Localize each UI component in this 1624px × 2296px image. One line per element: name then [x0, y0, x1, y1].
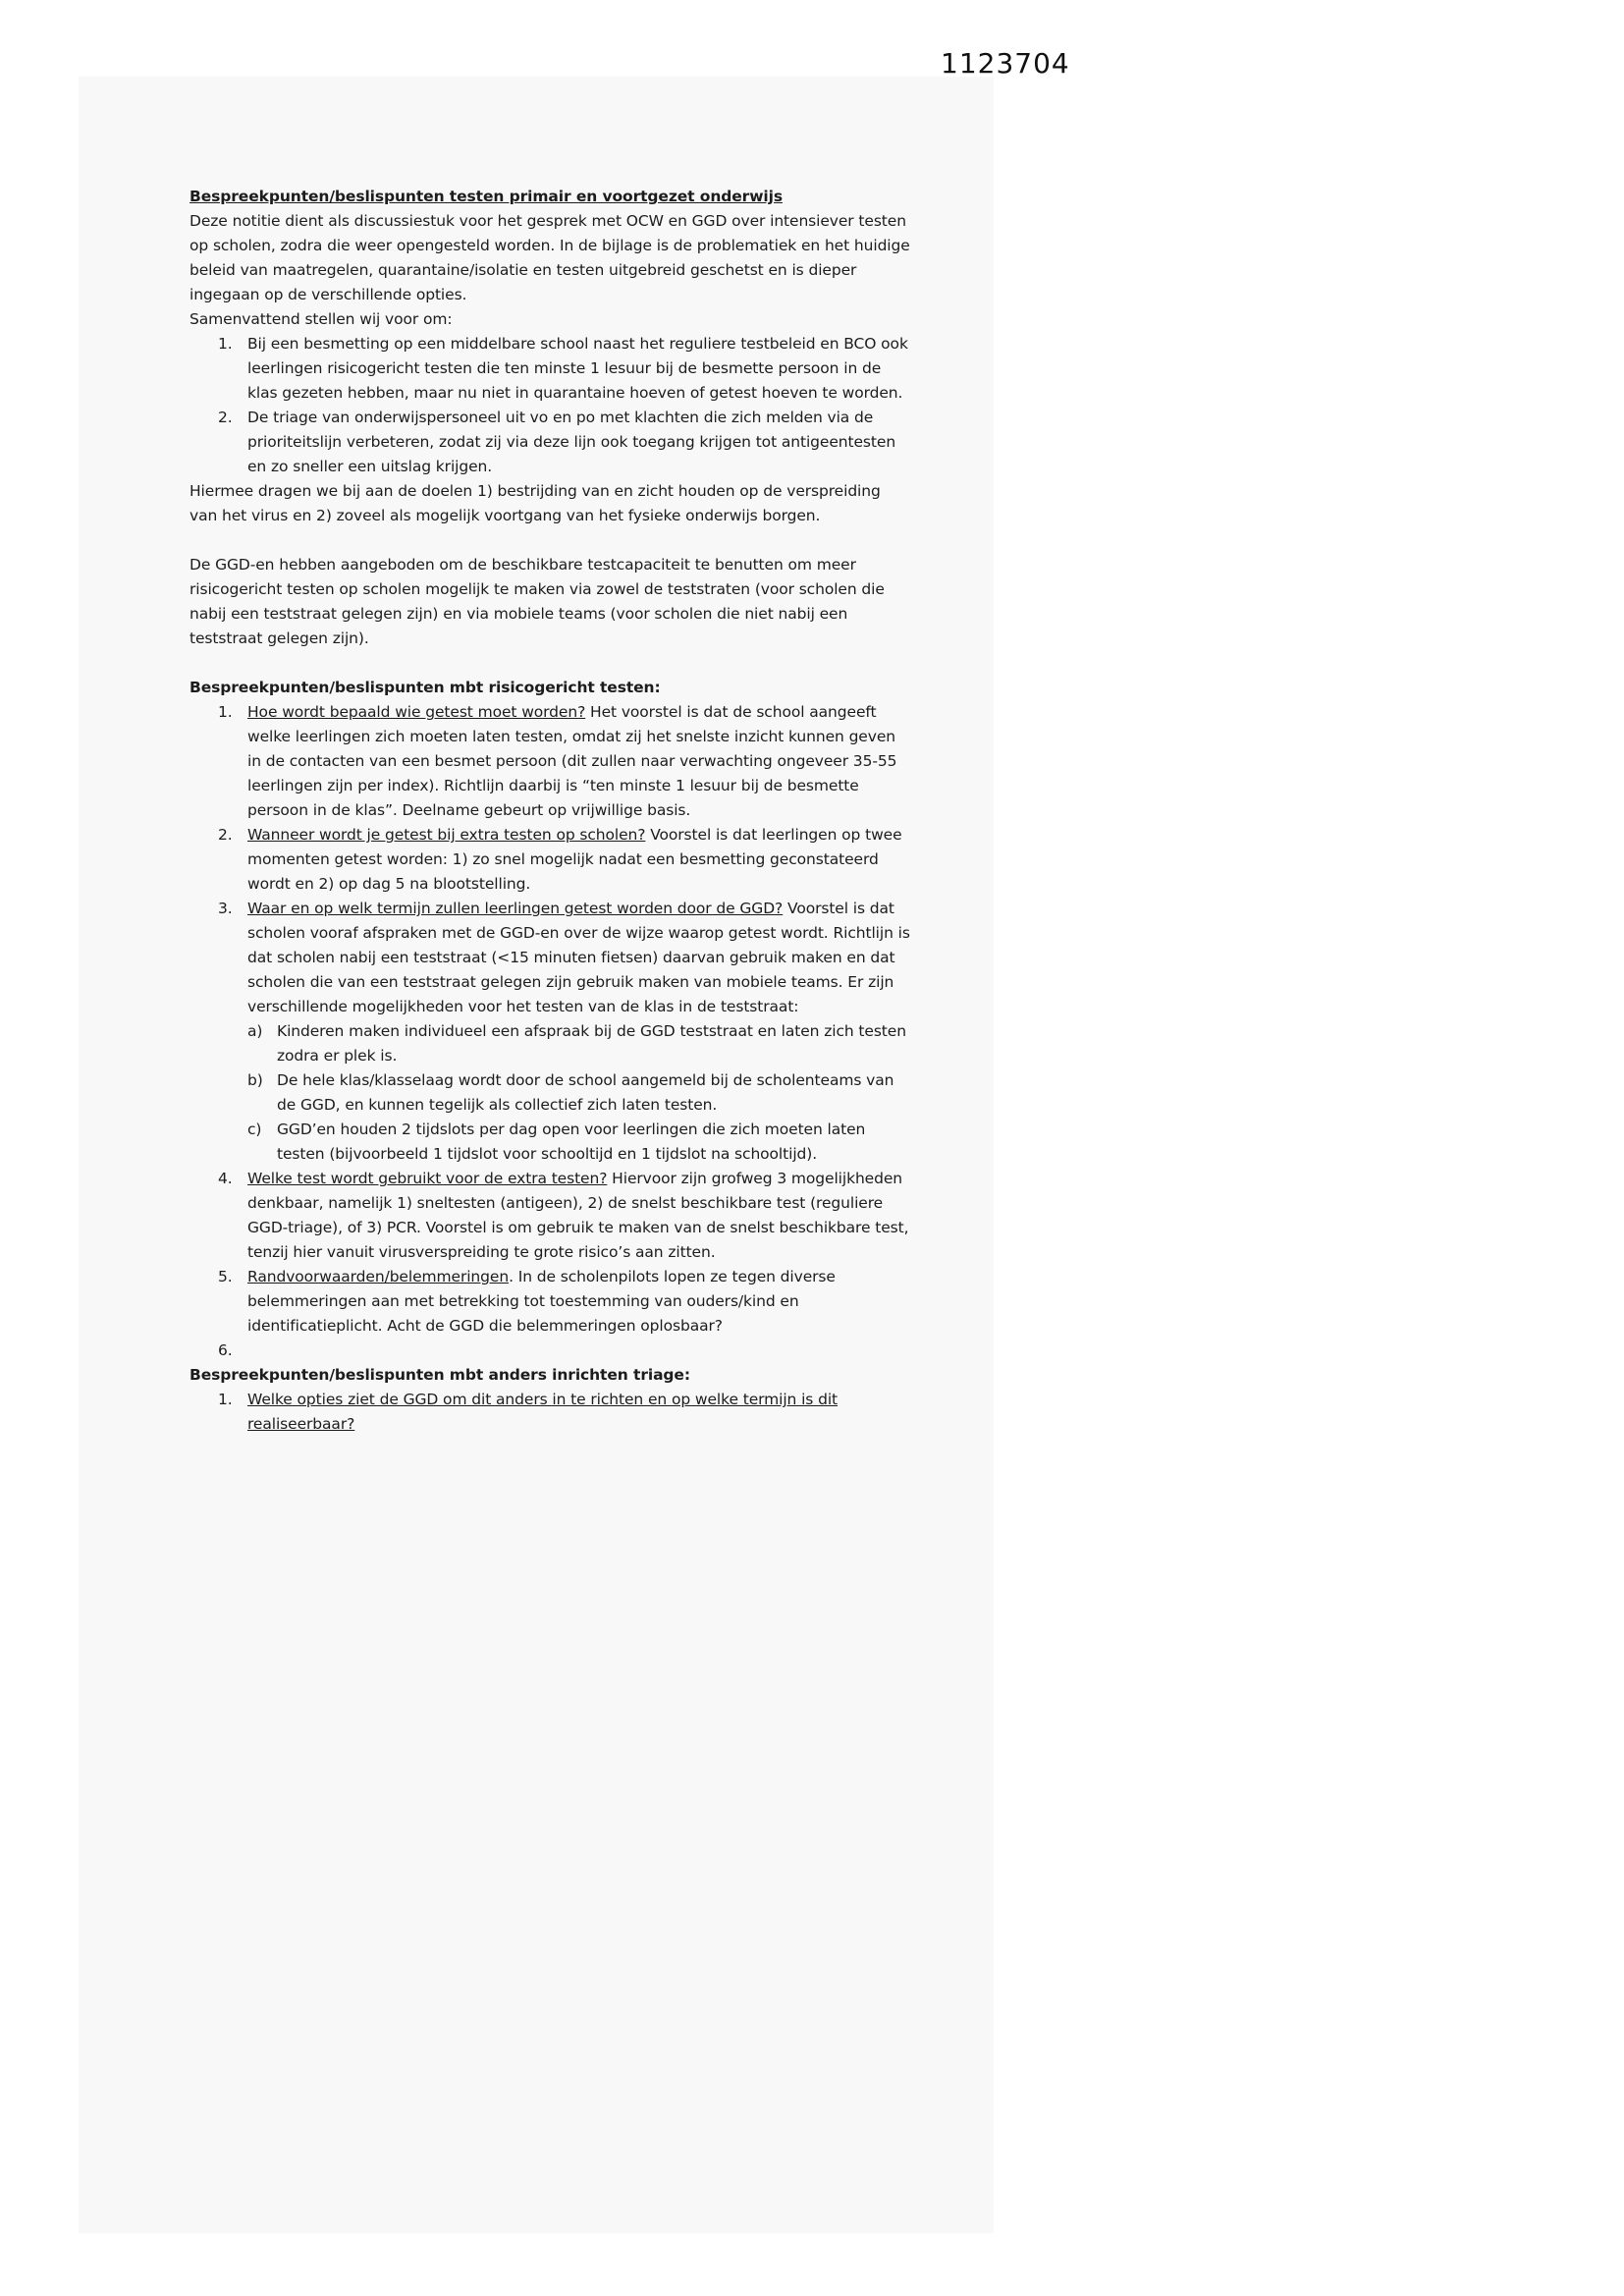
discussion-point	[218, 1339, 912, 1363]
list-item-number: c)	[247, 1121, 262, 1138]
list-item-text	[247, 1167, 912, 1265]
point-text	[247, 900, 910, 1015]
list-item-text: De triage van onderwijspersoneel uit vo en po met klachten die zich melden via de prioriteitslijn verbeteren, zodat zij via deze lijn ook toegang krijgen tot antigeentesten en zo sneller een uitslag krijgen.	[247, 409, 896, 475]
question-lead: Waar en op welk termijn zullen leerlingen getest worden door de GGD?	[247, 900, 784, 917]
section-heading-risk: Bespreekpunten/beslispunten mbt risicogericht testen:	[189, 679, 661, 696]
summary-lead: Samenvattend stellen wij voor om:	[189, 310, 453, 328]
document-number: 1123704	[941, 47, 1070, 80]
sub-item	[247, 1068, 912, 1118]
sub-item	[247, 1019, 912, 1068]
list-item-text	[247, 897, 912, 1167]
intro-paragraph: Deze notitie dient als discussiestuk voor het gesprek met OCW en GGD over intensiever testen op scholen, zodra die weer opengesteld worden. In de bijlage is de problematiek en het huidige beleid van maatregelen, quarantaine/isolatie en testen uitgebreid geschetst en is dieper ingegaan op de verschillende opties.	[189, 212, 910, 303]
triage-point	[218, 1388, 912, 1437]
section-heading-triage: Bespreekpunten/beslispunten mbt anders inrichten triage:	[189, 1366, 690, 1384]
document-title: Bespreekpunten/beslispunten testen primair en voortgezet onderwijs	[189, 188, 783, 205]
list-item-number: 2.	[218, 409, 233, 426]
proposal-item	[218, 332, 912, 406]
list-item-text: Bij een besmetting op een middelbare school naast het reguliere testbeleid en BCO ook leerlingen risicogericht testen die ten minste 1 lesuur bij de besmette persoon in de klas gezeten hebben, maar nu niet in quarantaine hoeven of getest hoeven te worden.	[247, 335, 908, 402]
discussion-point	[218, 1265, 912, 1339]
list-item-number: 2.	[218, 826, 233, 844]
list-item-number: a)	[247, 1022, 263, 1040]
answer-text: Het voorstel is dat de school aangeeft welke leerlingen zich moeten laten testen, omdat zij het snelste inzicht kunnen geven in de contacten van een besmet persoon (dit zullen naar verwachting ongeveer 35-55 leerlingen zijn per index). Richtlijn daarbij is “ten minste 1 lesuur bij de besmette persoon in de klas”. Deelname gebeurt op vrijwillige basis.	[247, 703, 897, 819]
proposal-item	[218, 406, 912, 479]
list-item-number: 5.	[218, 1268, 233, 1285]
discussion-point	[218, 700, 912, 823]
question-lead: Welke opties ziet de GGD om dit anders in te richten en op welke termijn is dit realiseerbaar?	[247, 1391, 839, 1433]
answer-text: Voorstel is dat leerlingen op twee momenten getest worden: 1) zo snel mogelijk nadat een besmetting geconstateerd wordt en 2) op dag 5 na blootstelling.	[247, 826, 902, 893]
sub-item	[247, 1118, 912, 1167]
list-item-number: 1.	[218, 703, 233, 721]
list-item-text	[247, 700, 912, 823]
list-item-text: GGD’en houden 2 tijdslots per dag open voor leerlingen die zich moeten laten testen (bijvoorbeeld 1 tijdslot voor schooltijd en 1 tijdslot na schooltijd).	[277, 1121, 866, 1163]
list-item-number: b)	[247, 1071, 263, 1089]
list-item-text	[247, 1388, 912, 1437]
list-item-text	[247, 1265, 912, 1339]
list-item-text: De hele klas/klasselaag wordt door de school aangemeld bij de scholenteams van de GGD, en kunnen tegelijk als collectief zich laten testen.	[277, 1071, 894, 1114]
question-lead: Randvoorwaarden/belemmeringen	[247, 1268, 510, 1285]
list-item-number: 6.	[218, 1341, 233, 1359]
question-lead: Welke test wordt gebruikt voor de extra testen?	[247, 1170, 608, 1187]
ggd-offer-paragraph: De GGD-en hebben aangeboden om de beschikbare testcapaciteit te benutten om meer risicogericht testen op scholen mogelijk te maken via zowel de teststraten (voor scholen die nabij een teststraat gelegen zijn) en via mobiele teams (voor scholen die niet nabij een teststraat gelegen zijn).	[189, 556, 885, 647]
discussion-point	[218, 1167, 912, 1265]
discussion-point	[218, 897, 912, 1167]
list-item-text	[247, 823, 912, 897]
list-item-number: 1.	[218, 335, 233, 353]
question-lead: Hoe wordt bepaald wie getest moet worden?	[247, 703, 586, 721]
document-body	[189, 185, 912, 1437]
list-item-number: 4.	[218, 1170, 233, 1187]
answer-text: Voorstel is dat scholen vooraf afspraken met de GGD-en over de wijze waarop getest wordt. Richtlijn is dat scholen nabij een teststraat (<15 minuten fietsen) daarvan gebruik maken en dat scholen die van een teststraat gelegen zijn gebruik maken van mobiele teams. Er zijn verschillende mogelijkheden voor het testen van de klas in de teststraat:	[247, 900, 910, 1015]
list-item-number: 3.	[218, 900, 233, 917]
goals-paragraph: Hiermee dragen we bij aan de doelen 1) bestrijding van en zicht houden op de verspreiding van het virus en 2) zoveel als mogelijk voortgang van het fysieke onderwijs borgen.	[189, 482, 881, 524]
answer-text: . In de scholenpilots lopen ze tegen diverse belemmeringen aan met betrekking tot toestemming van ouders/kind en identificatieplicht. Acht de GGD die belemmeringen oplosbaar?	[247, 1268, 836, 1335]
list-item-text: Kinderen maken individueel een afspraak bij de GGD teststraat en laten zich testen zodra er plek is.	[277, 1022, 906, 1065]
discussion-point	[218, 823, 912, 897]
question-lead: Wanneer wordt je getest bij extra testen op scholen?	[247, 826, 646, 844]
list-item-number: 1.	[218, 1391, 233, 1408]
answer-text: Hiervoor zijn grofweg 3 mogelijkheden denkbaar, namelijk 1) sneltesten (antigeen), 2) de snelst beschikbare test (reguliere GGD-triage), of 3) PCR. Voorstel is om gebruik te maken van de snelst beschikbare test, tenzij hier vanuit virusverspreiding te grote risico’s aan zitten.	[247, 1170, 909, 1261]
